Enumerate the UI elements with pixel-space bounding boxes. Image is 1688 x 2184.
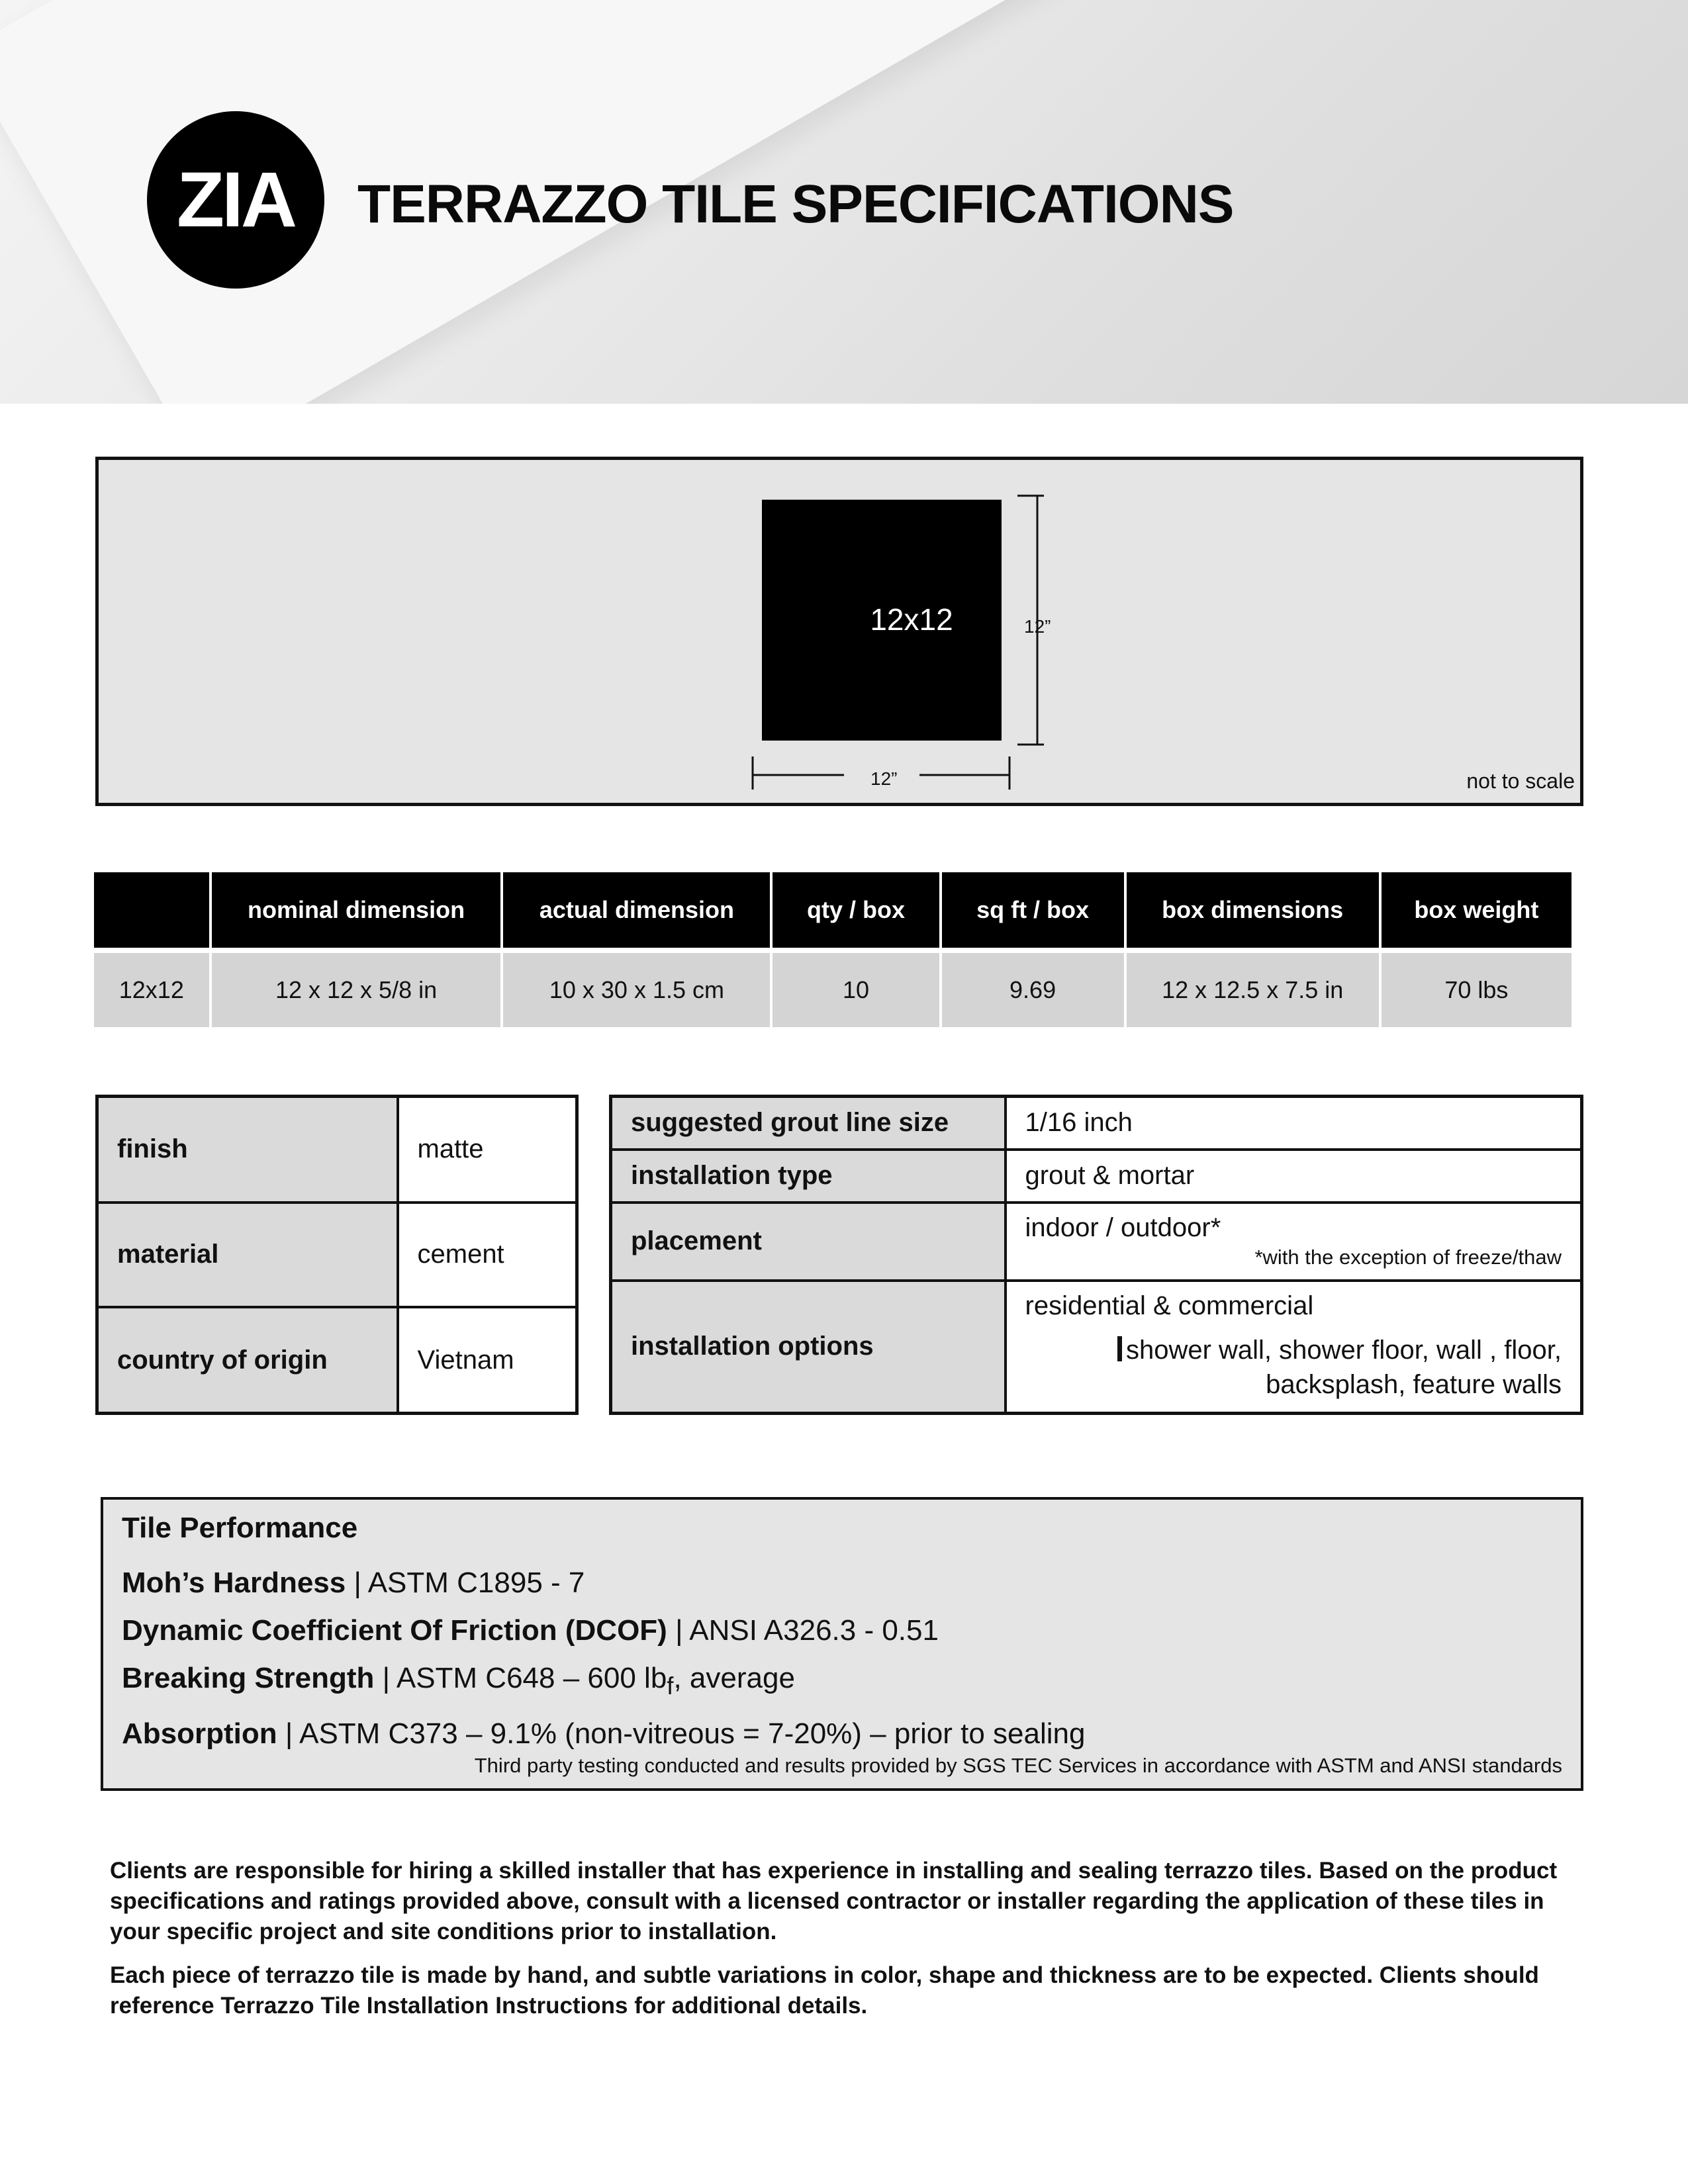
applications-line: shower wall, shower floor, wall , floor, bbox=[1125, 1336, 1562, 1365]
performance-value: | ASTM C373 – 9.1% (non-vitreous = 7-20%) – prior to sealing bbox=[285, 1717, 1086, 1750]
table-cell: 10 x 30 x 1.5 cm bbox=[503, 953, 770, 1027]
property-row-installation-options bbox=[611, 1281, 1582, 1414]
tile-diagram-drawing bbox=[99, 460, 1580, 803]
table-cell: 12x12 bbox=[94, 953, 209, 1027]
applications-list bbox=[1025, 1333, 1562, 1402]
table-header-row bbox=[94, 872, 1571, 948]
property-label: material bbox=[97, 1203, 398, 1308]
property-value: grout & mortar bbox=[1006, 1150, 1582, 1203]
performance-label: Moh’s Hardness bbox=[122, 1567, 346, 1599]
property-value-cell bbox=[1006, 1281, 1582, 1414]
performance-dcof bbox=[122, 1607, 1562, 1655]
property-label: installation options bbox=[611, 1281, 1006, 1414]
table-header: box weight bbox=[1382, 872, 1571, 948]
disclaimer bbox=[110, 1856, 1586, 2021]
property-value-cell bbox=[1006, 1203, 1582, 1281]
property-row-grout bbox=[611, 1097, 1582, 1150]
performance-value: | ANSI A326.3 - 0.51 bbox=[675, 1614, 939, 1647]
tile-diagram bbox=[95, 457, 1583, 806]
performance-value: | ASTM C648 – 600 lb bbox=[382, 1662, 667, 1694]
property-value: matte bbox=[398, 1097, 577, 1203]
tile-size-label: 12x12 bbox=[870, 602, 953, 637]
property-label: placement bbox=[611, 1203, 1006, 1281]
performance-absorption bbox=[122, 1710, 1562, 1758]
width-label: 12” bbox=[870, 768, 898, 789]
table-header: actual dimension bbox=[503, 872, 770, 948]
performance-subscript: f bbox=[667, 1672, 674, 1700]
property-row-country bbox=[97, 1307, 577, 1413]
performance-label: Dynamic Coefficient Of Friction (DCOF) bbox=[122, 1614, 667, 1647]
table-cell: 10 bbox=[773, 953, 939, 1027]
properties-right-table bbox=[609, 1095, 1583, 1415]
property-label: installation type bbox=[611, 1150, 1006, 1203]
property-label: country of origin bbox=[97, 1307, 398, 1413]
logo-text: ZIA bbox=[176, 156, 295, 244]
performance-mohs bbox=[122, 1559, 1562, 1607]
property-value: cement bbox=[398, 1203, 577, 1308]
property-value: residential & commercial bbox=[1025, 1291, 1314, 1321]
dimensions-table bbox=[91, 872, 1574, 1027]
performance-breaking bbox=[122, 1655, 1562, 1710]
table-header: box dimensions bbox=[1127, 872, 1379, 948]
performance-note: Third party testing conducted and results provided by SGS TEC Services in accordance with ASTM and ANSI standards bbox=[474, 1754, 1562, 1777]
property-label: finish bbox=[97, 1097, 398, 1203]
scale-note: not to scale bbox=[1466, 769, 1575, 793]
disclaimer-paragraph: Clients are responsible for hiring a skilled installer that has experience in installing and sealing terrazzo tiles. Based on the product specifications and ratings provided above, consult with a licensed contractor or installer regarding the application of these tiles in your specific project and site conditions prior to installation. bbox=[110, 1858, 1558, 1944]
property-value: indoor / outdoor* bbox=[1025, 1213, 1221, 1242]
table-cell: 12 x 12 x 5/8 in bbox=[212, 953, 501, 1027]
performance-suffix: , average bbox=[673, 1662, 795, 1694]
property-label: suggested grout line size bbox=[611, 1097, 1006, 1150]
tile-performance-box bbox=[101, 1497, 1583, 1791]
table-header: nominal dimension bbox=[212, 872, 501, 948]
table-cell: 9.69 bbox=[942, 953, 1124, 1027]
divider-bar bbox=[1117, 1336, 1122, 1361]
applications-line: backsplash, feature walls bbox=[1266, 1370, 1562, 1400]
table-cell: 70 lbs bbox=[1382, 953, 1571, 1027]
zia-logo bbox=[147, 111, 324, 289]
property-value: Vietnam bbox=[398, 1307, 577, 1413]
properties-left-table bbox=[95, 1095, 579, 1415]
performance-label: Breaking Strength bbox=[122, 1662, 375, 1694]
property-value: 1/16 inch bbox=[1006, 1097, 1582, 1150]
property-row-finish bbox=[97, 1097, 577, 1203]
performance-title: Tile Performance bbox=[122, 1512, 358, 1544]
header-banner bbox=[0, 0, 1688, 404]
height-label: 12” bbox=[1024, 616, 1051, 637]
disclaimer-paragraph: Each piece of terrazzo tile is made by hand, and subtle variations in color, shape and thickness are to be expected. Clients should reference Terrazzo Tile Installation Instructions for additional details. bbox=[110, 1962, 1539, 2019]
table-header bbox=[94, 872, 209, 948]
page-title: TERRAZZO TILE SPECIFICATIONS bbox=[357, 174, 1234, 234]
table-row bbox=[94, 953, 1571, 1027]
table-cell: 12 x 12.5 x 7.5 in bbox=[1127, 953, 1379, 1027]
property-row-installation-type bbox=[611, 1150, 1582, 1203]
performance-label: Absorption bbox=[122, 1717, 277, 1750]
property-row-material bbox=[97, 1203, 577, 1308]
performance-value: | ASTM C1895 - 7 bbox=[353, 1567, 585, 1599]
placement-note: *with the exception of freeze/thaw bbox=[1254, 1246, 1562, 1269]
property-row-placement bbox=[611, 1203, 1582, 1281]
table-header: qty / box bbox=[773, 872, 939, 948]
table-header: sq ft / box bbox=[942, 872, 1124, 948]
